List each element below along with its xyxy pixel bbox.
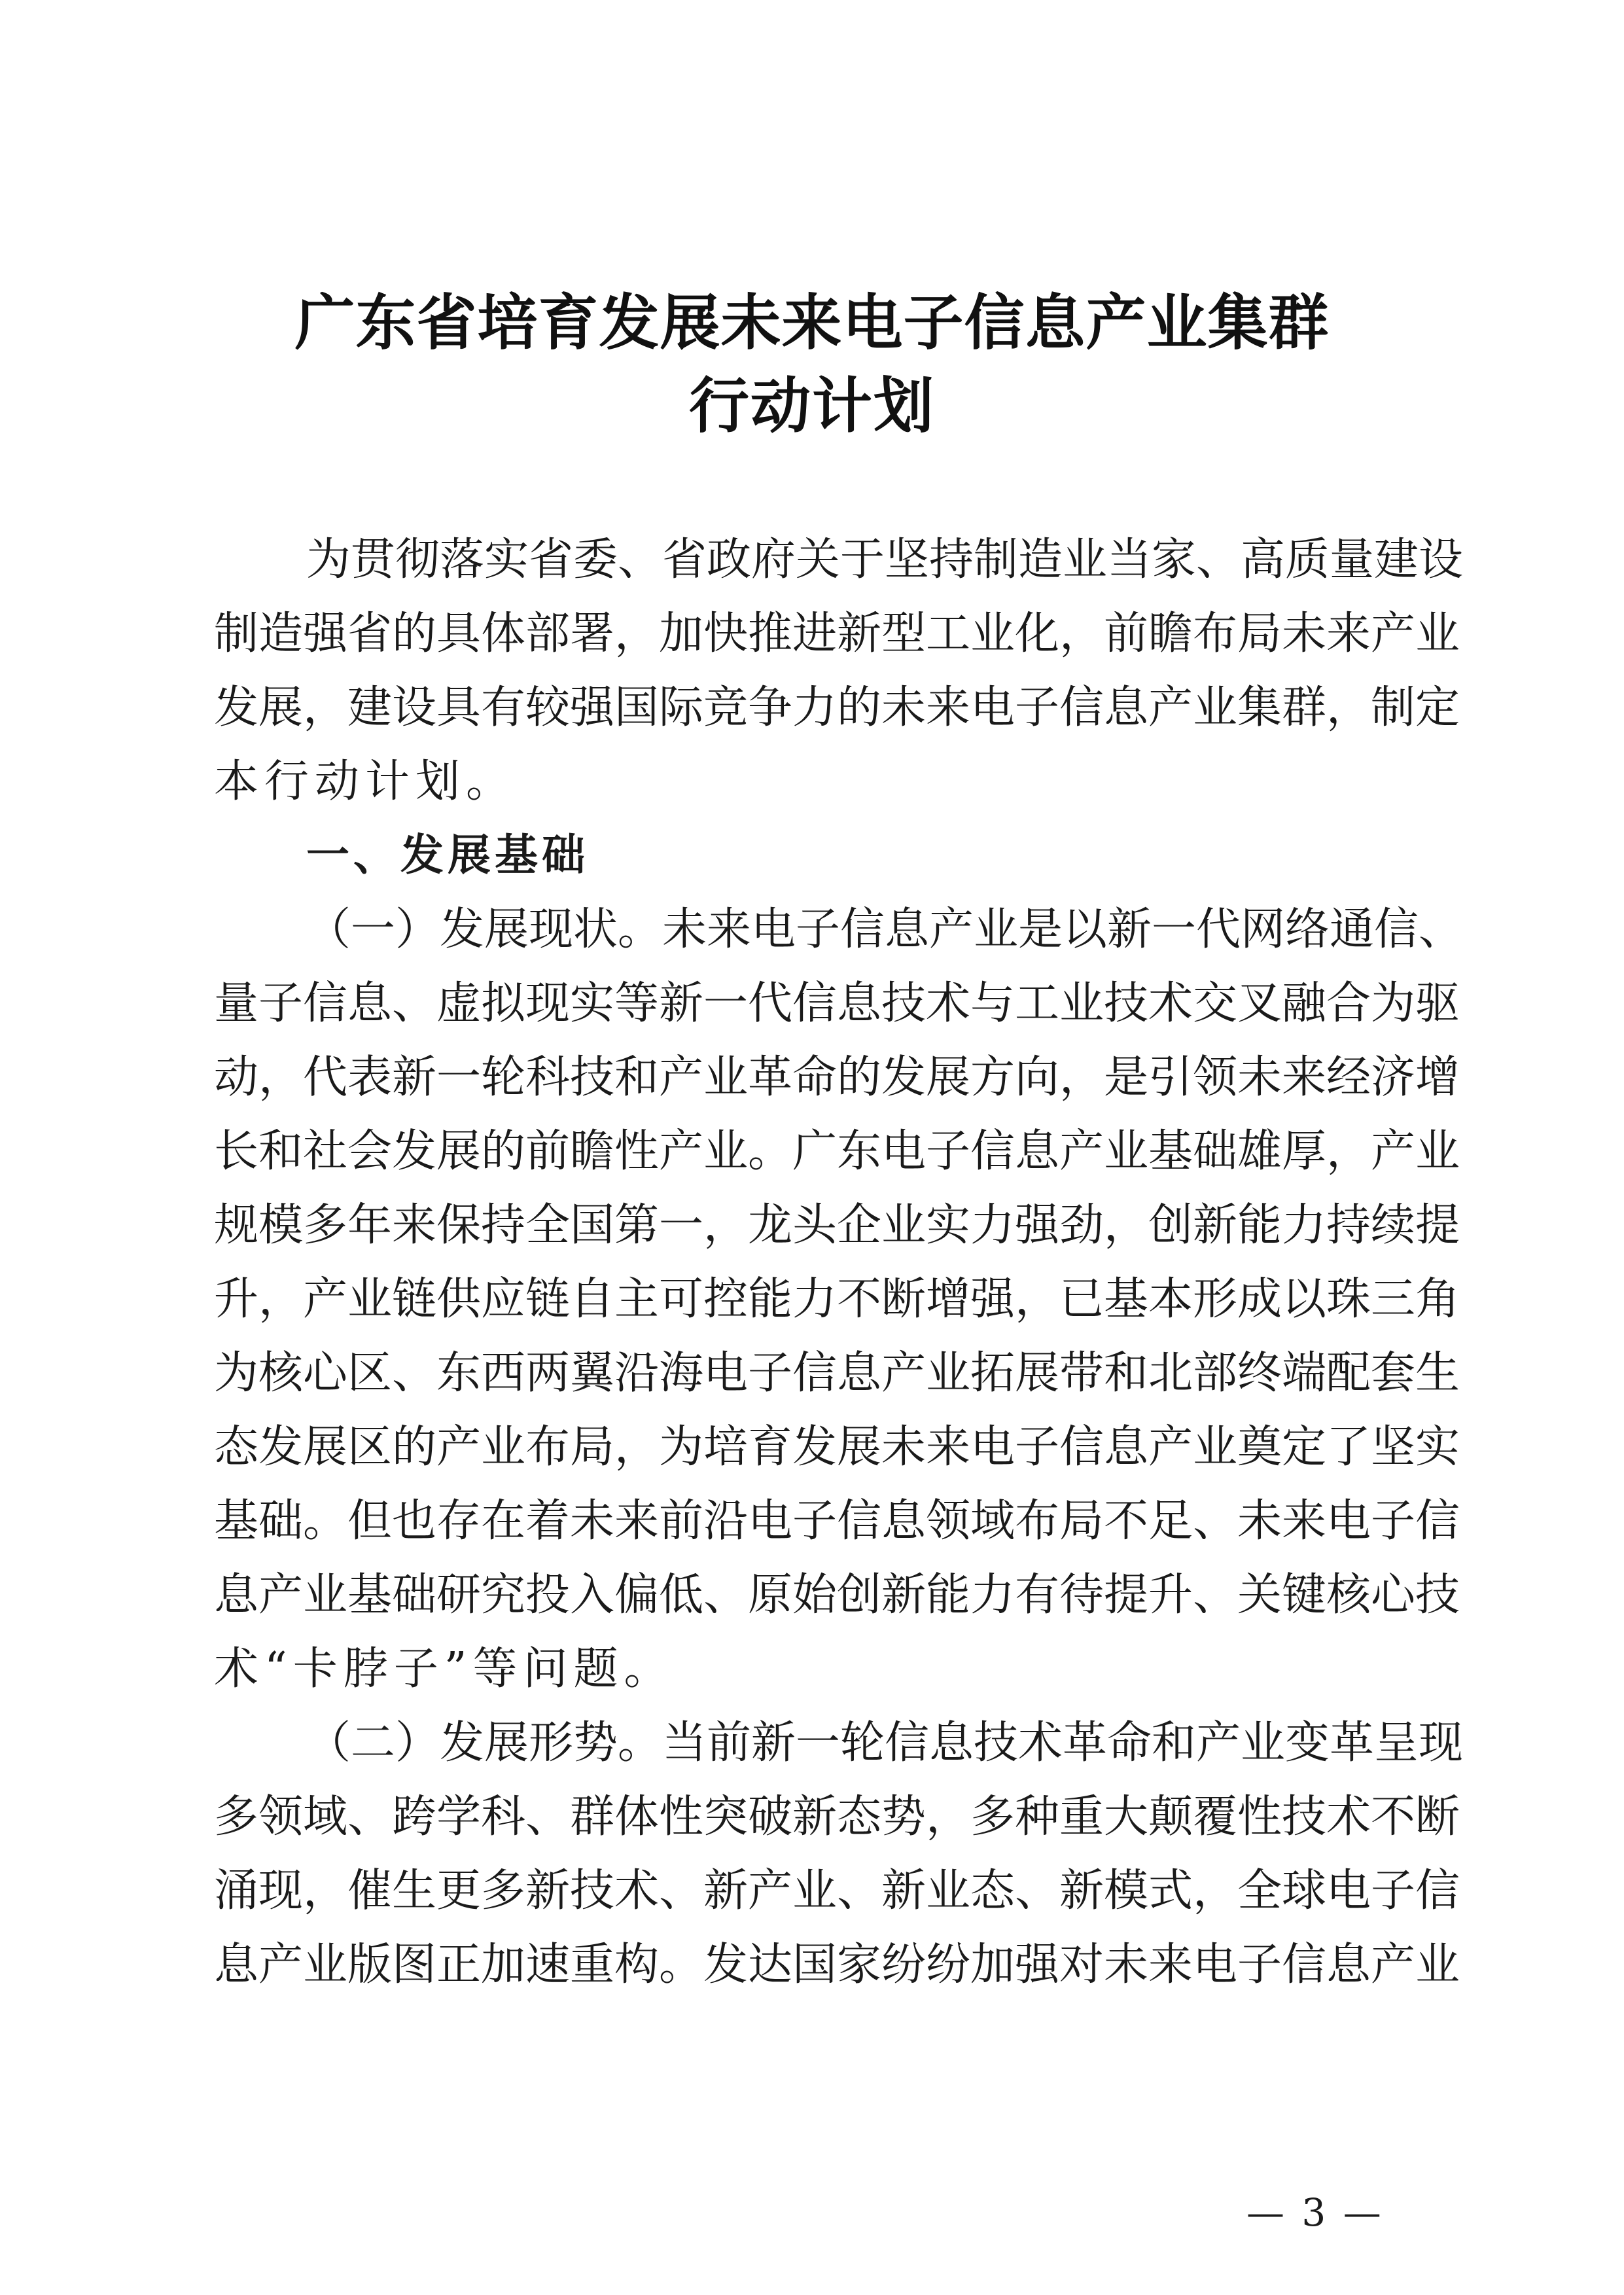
status-paragraph-line-8: 态发展区的产业布局，为培育发展未来电子信息产业奠定了坚实 [214,1421,1460,1473]
status-paragraph-line-1: （一）发展现状。未来电子信息产业是以新一代网络通信、 [306,904,1464,955]
status-paragraph-line-11: 术“卡脖子”等问题。 [214,1643,675,1695]
status-paragraph-line-5: 规模多年来保持全国第一，龙头企业实力强劲，创新能力持续提 [214,1200,1460,1251]
status-paragraph-line-6: 升，产业链供应链自主可控能力不断增强，已基本形成以珠三角 [214,1273,1460,1325]
status-paragraph-line-4: 长和社会发展的前瞻性产业。广东电子信息产业基础雄厚，产业 [214,1126,1460,1177]
status-paragraph-line-10: 息产业基础研究投入偏低、原始创新能力有待提升、关键核心技 [214,1569,1460,1621]
status-paragraph-line-7: 为核心区、东西两翼沿海电子信息产业拓展带和北部终端配套生 [214,1347,1460,1399]
intro-line-3: 发展，建设具有较强国际竞争力的未来电子信息产业集群，制定 [214,682,1460,734]
intro-line-1: 为贯彻落实省委、省政府关于坚持制造业当家、高质量建设 [306,534,1464,586]
status-paragraph-line-9: 基础。但也存在着未来前沿电子信息领域布局不足、未来电子信 [214,1495,1460,1547]
page-number: — 3 — [1246,2190,1384,2235]
trend-paragraph-line-4: 息产业版图正加速重构。发达国家纷纷加强对未来电子信息产业 [214,1939,1460,1991]
status-paragraph-line-2: 量子信息、虚拟现实等新一代信息技术与工业技术交叉融合为驱 [214,978,1460,1029]
document-title-line-1: 广东省培育发展未来电子信息产业集群 [294,288,1330,358]
status-paragraph-line-3: 动，代表新一轮科技和产业革命的发展方向，是引领未来经济增 [214,1052,1460,1103]
section-heading-development-basis: 一、发展基础 [306,830,589,880]
trend-paragraph-line-2: 多领域、跨学科、群体性突破新态势，多种重大颠覆性技术不断 [214,1791,1460,1843]
document-title-line-2: 行动计划 [688,371,935,441]
intro-line-4: 本行动计划。 [214,756,517,808]
trend-paragraph-line-3: 涌现，催生更多新技术、新产业、新业态、新模式，全球电子信 [214,1865,1460,1917]
intro-line-2: 制造强省的具体部署，加快推进新型工业化，前瞻布局未来产业 [214,608,1460,660]
trend-paragraph-line-1: （二）发展形势。当前新一轮信息技术革命和产业变革呈现 [306,1717,1464,1769]
